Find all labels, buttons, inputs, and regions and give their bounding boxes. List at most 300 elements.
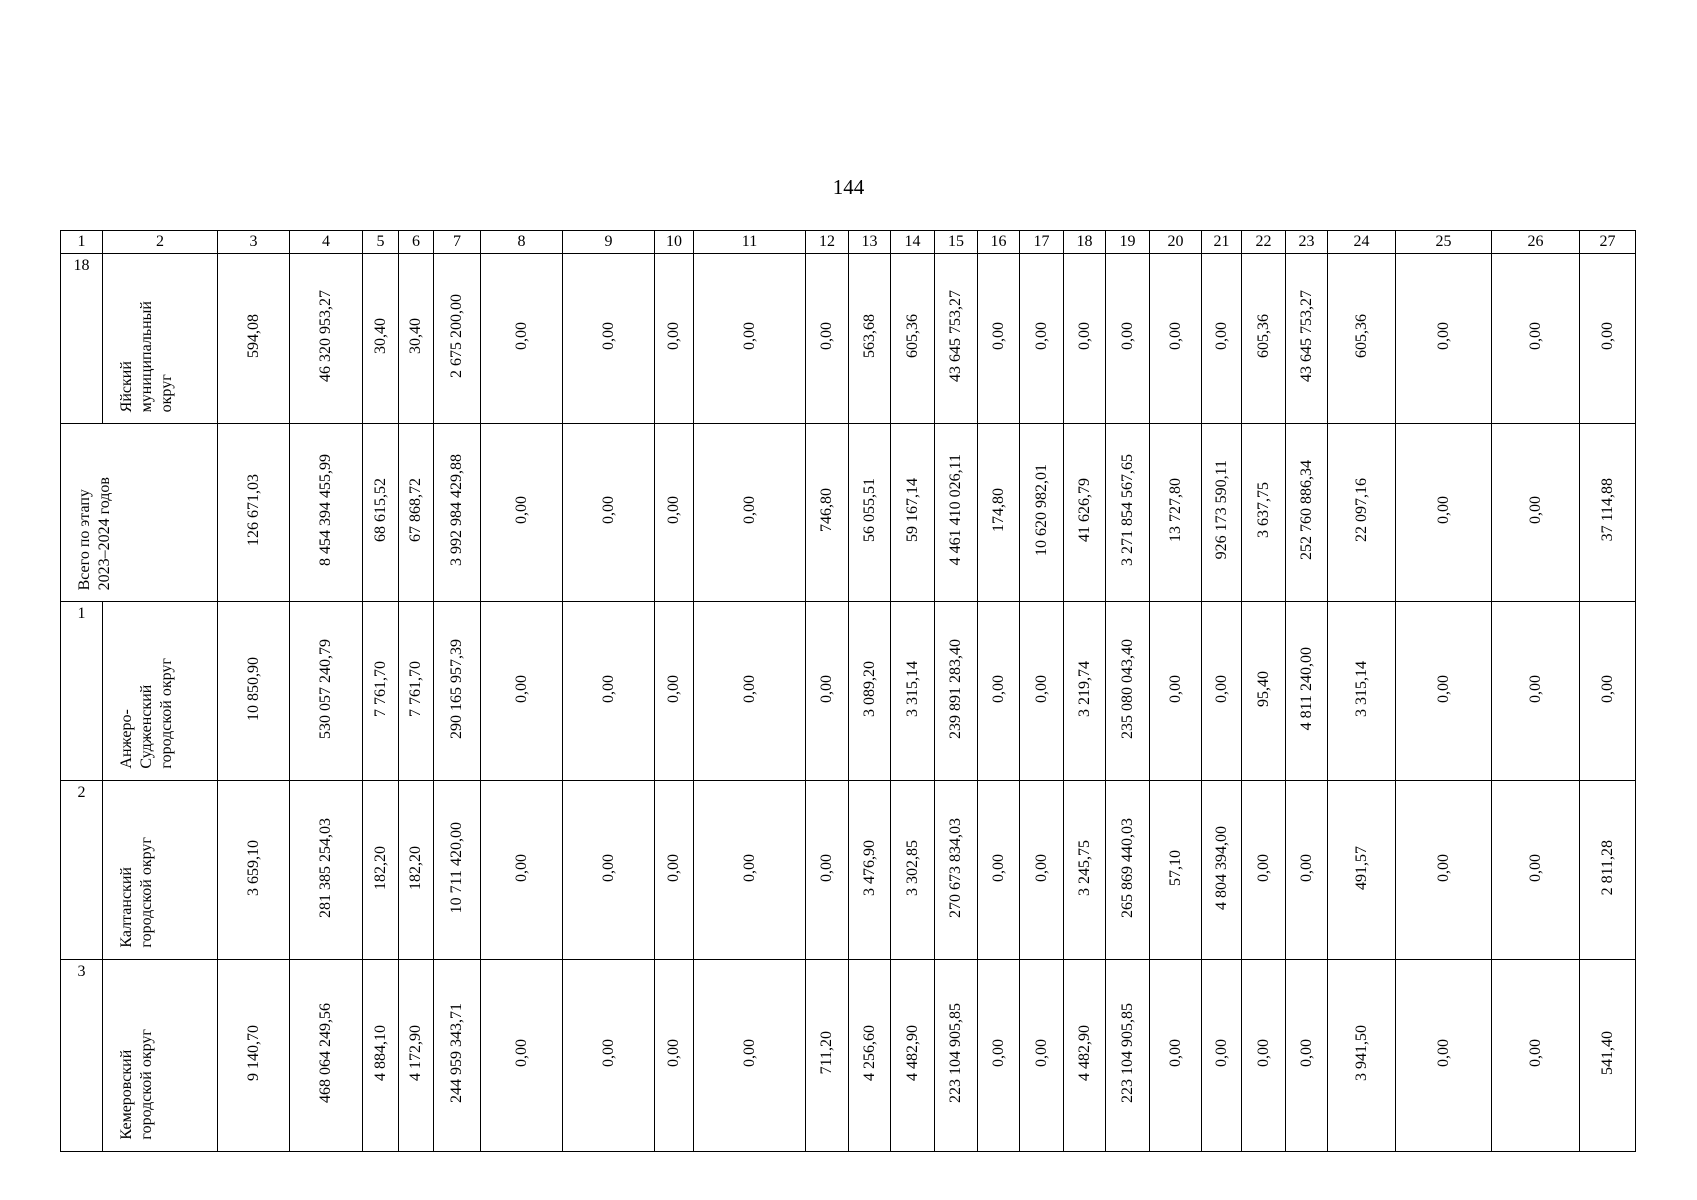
total-label-line: Всего по этапу: [76, 488, 93, 590]
cell-value: 0,00: [665, 853, 682, 882]
cell-value: 223 104 905,85: [1118, 1003, 1136, 1103]
value-cell-col-4: [290, 254, 363, 424]
value-cell-col-25: [1396, 254, 1492, 424]
value-cell-col-15: [935, 602, 978, 781]
cell-value: 0,00: [818, 674, 835, 703]
municipality-name-cell: [103, 960, 218, 1152]
cell-value: 541,40: [1598, 1031, 1616, 1075]
column-number-header: 24: [1328, 231, 1396, 254]
value-cell-col-18: [1064, 254, 1106, 424]
value-cell-col-7: [434, 781, 481, 960]
cell-value: 605,36: [1254, 314, 1272, 358]
column-number-header: 7: [434, 231, 481, 254]
value-cell-col-5: [363, 254, 399, 424]
value-cell-col-4: [290, 781, 363, 960]
value-cell-col-24: [1328, 602, 1396, 781]
value-cell-col-23: [1286, 960, 1328, 1152]
value-cell-col-8: [481, 781, 563, 960]
value-cell-col-12: [806, 602, 849, 781]
value-cell-col-3: [218, 781, 290, 960]
value-cell-col-24: [1328, 781, 1396, 960]
cell-value: 0,00: [1212, 1039, 1230, 1067]
table-row: [61, 602, 1636, 781]
cell-value: 59 167,14: [903, 478, 921, 542]
value-cell-col-16: [978, 781, 1020, 960]
value-cell-col-12: [806, 960, 849, 1152]
cell-value: 0,00: [1434, 1039, 1452, 1067]
cell-value: 0,00: [1032, 674, 1050, 703]
value-cell-col-20: [1150, 960, 1202, 1152]
cell-value: 746,80: [818, 488, 835, 532]
value-cell-col-18: [1064, 424, 1106, 602]
cell-value: 0,00: [1526, 674, 1544, 703]
cell-value: 0,00: [1434, 674, 1452, 703]
value-cell-col-18: [1064, 781, 1106, 960]
value-cell-col-6: [399, 960, 434, 1152]
total-label-cell: [61, 424, 218, 602]
value-cell-col-16: [978, 424, 1020, 602]
cell-value: 4 482,90: [903, 1025, 921, 1081]
cell-value: 3 315,14: [1352, 660, 1370, 717]
cell-value: 4 172,90: [407, 1025, 424, 1081]
value-cell-col-3: [218, 254, 290, 424]
cell-value: 67 868,72: [407, 478, 424, 542]
cell-value: 0,00: [1166, 674, 1184, 703]
cell-value: 0,00: [818, 322, 835, 350]
column-number-header: 18: [1064, 231, 1106, 254]
cell-value: 4 482,90: [1075, 1025, 1093, 1081]
value-cell-col-4: [290, 602, 363, 781]
municipality-name-line: городской округ: [138, 1029, 155, 1140]
cell-value: 0,00: [665, 322, 682, 350]
value-cell-col-27: [1580, 960, 1636, 1152]
cell-value: 290 165 957,39: [448, 638, 465, 739]
value-cell-col-27: [1580, 424, 1636, 602]
cell-value: 30,40: [407, 318, 424, 354]
value-cell-col-26: [1492, 602, 1580, 781]
value-cell-col-20: [1150, 254, 1202, 424]
cell-value: 0,00: [740, 496, 758, 524]
cell-value: 9 140,70: [244, 1025, 262, 1081]
value-cell-col-3: [218, 602, 290, 781]
value-cell-col-16: [978, 602, 1020, 781]
row-number: 3: [61, 960, 103, 1152]
value-cell-col-26: [1492, 781, 1580, 960]
cell-value: 56 055,51: [860, 478, 878, 542]
column-number-header: 15: [935, 231, 978, 254]
cell-value: 0,00: [1598, 322, 1616, 350]
value-cell-col-7: [434, 254, 481, 424]
value-cell-col-22: [1242, 781, 1286, 960]
cell-value: 3 637,75: [1254, 482, 1272, 538]
cell-value: 22 097,16: [1352, 478, 1370, 542]
value-cell-col-23: [1286, 254, 1328, 424]
value-cell-col-15: [935, 254, 978, 424]
cell-value: 265 869 440,03: [1118, 817, 1136, 918]
cell-value: 8 454 394 455,99: [317, 454, 334, 566]
cell-value: 0,00: [1032, 853, 1050, 882]
cell-value: 0,00: [1297, 853, 1315, 882]
value-cell-col-22: [1242, 960, 1286, 1152]
data-table: [60, 230, 1636, 1152]
municipality-name-cell: [103, 602, 218, 781]
value-cell-col-26: [1492, 424, 1580, 602]
value-cell-col-24: [1328, 960, 1396, 1152]
cell-value: 594,08: [244, 314, 262, 358]
cell-value: 0,00: [512, 322, 530, 350]
cell-value: 7 761,70: [407, 660, 424, 717]
value-cell-col-10: [655, 254, 694, 424]
cell-value: 530 057 240,79: [317, 638, 334, 739]
value-cell-col-20: [1150, 602, 1202, 781]
cell-value: 3 245,75: [1075, 839, 1093, 896]
cell-value: 2 675 200,00: [448, 294, 465, 378]
value-cell-col-22: [1242, 424, 1286, 602]
row-number: 1: [61, 602, 103, 781]
cell-value: 4 811 240,00: [1297, 646, 1315, 731]
value-cell-col-19: [1106, 960, 1150, 1152]
column-number-header: 11: [694, 231, 806, 254]
column-number-header: 26: [1492, 231, 1580, 254]
column-number-header: 23: [1286, 231, 1328, 254]
cell-value: 4 884,10: [371, 1025, 389, 1081]
value-cell-col-9: [563, 602, 655, 781]
cell-value: 244 959 343,71: [448, 1003, 465, 1103]
cell-value: 0,00: [818, 853, 835, 882]
cell-value: 0,00: [512, 1039, 530, 1067]
cell-value: 7 761,70: [371, 660, 389, 717]
value-cell-col-14: [891, 254, 935, 424]
value-cell-col-7: [434, 602, 481, 781]
municipality-name-line: городской округ: [138, 837, 155, 948]
value-cell-col-11: [694, 960, 806, 1152]
municipality-name-line: Калтанский: [118, 867, 135, 948]
cell-value: 0,00: [740, 674, 758, 703]
cell-value: 0,00: [1434, 853, 1452, 882]
column-number-header: 1: [61, 231, 103, 254]
value-cell-col-10: [655, 960, 694, 1152]
cell-value: 4 461 410 026,11: [947, 454, 964, 566]
value-cell-col-26: [1492, 254, 1580, 424]
cell-value: 2 811,28: [1598, 839, 1616, 896]
value-cell-col-19: [1106, 424, 1150, 602]
value-cell-col-12: [806, 781, 849, 960]
value-cell-col-21: [1202, 424, 1242, 602]
header-row: [61, 231, 1636, 254]
value-cell-col-3: [218, 424, 290, 602]
cell-value: 0,00: [599, 322, 617, 350]
cell-value: 10 850,90: [244, 656, 262, 721]
table-body: [61, 231, 1636, 1152]
cell-value: 223 104 905,85: [947, 1003, 964, 1103]
column-number-header: 22: [1242, 231, 1286, 254]
total-label-line: 2023–2024 годов: [96, 476, 113, 590]
value-cell-col-9: [563, 960, 655, 1152]
cell-value: 491,57: [1352, 845, 1370, 890]
municipality-name-line: муниципальный: [138, 300, 155, 412]
value-cell-col-21: [1202, 960, 1242, 1152]
value-cell-col-13: [849, 781, 891, 960]
value-cell-col-14: [891, 960, 935, 1152]
municipality-name-line: Анжеро-: [118, 709, 135, 769]
value-cell-col-14: [891, 424, 935, 602]
municipality-name: [117, 1029, 157, 1140]
cell-value: 0,00: [1118, 322, 1136, 350]
column-number-header: 3: [218, 231, 290, 254]
cell-value: 3 992 984 429,88: [448, 454, 465, 566]
value-cell-col-11: [694, 781, 806, 960]
value-cell-col-5: [363, 602, 399, 781]
cell-value: 0,00: [512, 496, 530, 524]
cell-value: 0,00: [740, 322, 758, 350]
cell-value: 13 727,80: [1166, 478, 1184, 542]
cell-value: 0,00: [1526, 1039, 1544, 1067]
column-number-header: 4: [290, 231, 363, 254]
column-number-header: 9: [563, 231, 655, 254]
cell-value: 37 114,88: [1598, 478, 1616, 542]
column-number-header: 27: [1580, 231, 1636, 254]
cell-value: 0,00: [512, 674, 530, 703]
value-cell-col-25: [1396, 602, 1492, 781]
cell-value: 0,00: [1254, 853, 1272, 882]
value-cell-col-6: [399, 424, 434, 602]
value-cell-col-7: [434, 424, 481, 602]
value-cell-col-21: [1202, 602, 1242, 781]
cell-value: 0,00: [1434, 496, 1452, 524]
value-cell-col-19: [1106, 602, 1150, 781]
cell-value: 0,00: [665, 496, 682, 524]
value-cell-col-27: [1580, 781, 1636, 960]
value-cell-col-15: [935, 960, 978, 1152]
cell-value: 0,00: [740, 853, 758, 882]
value-cell-col-8: [481, 602, 563, 781]
value-cell-col-9: [563, 781, 655, 960]
cell-value: 0,00: [1166, 1039, 1184, 1067]
column-number-header: 12: [806, 231, 849, 254]
cell-value: 43 645 753,27: [1297, 290, 1315, 382]
cell-value: 0,00: [1075, 322, 1093, 350]
value-cell-col-22: [1242, 602, 1286, 781]
cell-value: 252 760 886,34: [1297, 460, 1315, 560]
value-cell-col-22: [1242, 254, 1286, 424]
cell-value: 10 620 982,01: [1032, 464, 1050, 556]
cell-value: 30,40: [371, 318, 389, 354]
value-cell-col-13: [849, 254, 891, 424]
value-cell-col-19: [1106, 254, 1150, 424]
cell-value: 0,00: [1526, 496, 1544, 524]
table-row: [61, 960, 1636, 1152]
column-number-header: 21: [1202, 231, 1242, 254]
value-cell-col-10: [655, 781, 694, 960]
value-cell-col-9: [563, 254, 655, 424]
value-cell-col-11: [694, 424, 806, 602]
value-cell-col-8: [481, 424, 563, 602]
cell-value: 270 673 834,03: [947, 817, 964, 918]
cell-value: 0,00: [599, 1039, 617, 1067]
cell-value: 68 615,52: [371, 478, 389, 542]
municipality-name: [117, 301, 177, 412]
cell-value: 605,36: [1352, 314, 1370, 358]
cell-value: 3 476,90: [860, 839, 878, 896]
cell-value: 0,00: [599, 496, 617, 524]
row-number: 18: [61, 254, 103, 424]
cell-value: 0,00: [665, 1039, 682, 1067]
value-cell-col-6: [399, 781, 434, 960]
cell-value: 0,00: [1598, 674, 1616, 703]
municipality-name-cell: [103, 254, 218, 424]
value-cell-col-15: [935, 781, 978, 960]
row-number: 2: [61, 781, 103, 960]
cell-value: 563,68: [860, 314, 878, 358]
value-cell-col-27: [1580, 254, 1636, 424]
value-cell-col-13: [849, 960, 891, 1152]
value-cell-col-5: [363, 781, 399, 960]
cell-value: 126 671,03: [244, 474, 262, 546]
value-cell-col-26: [1492, 960, 1580, 1152]
value-cell-col-23: [1286, 781, 1328, 960]
municipality-name: [117, 658, 177, 769]
cell-value: 0,00: [1032, 322, 1050, 350]
value-cell-col-16: [978, 960, 1020, 1152]
cell-value: 0,00: [989, 322, 1007, 350]
cell-value: 4 256,60: [860, 1025, 878, 1081]
cell-value: 95,40: [1254, 670, 1272, 707]
cell-value: 0,00: [599, 674, 617, 703]
cell-value: 10 711 420,00: [448, 821, 465, 914]
value-cell-col-15: [935, 424, 978, 602]
value-cell-col-6: [399, 254, 434, 424]
value-cell-col-25: [1396, 960, 1492, 1152]
cell-value: 0,00: [1032, 1039, 1050, 1067]
cell-value: 0,00: [665, 674, 682, 703]
table-row: [61, 781, 1636, 960]
value-cell-col-6: [399, 602, 434, 781]
cell-value: 3 302,85: [903, 839, 921, 896]
cell-value: 0,00: [1526, 322, 1544, 350]
municipality-name: [117, 837, 157, 948]
value-cell-col-19: [1106, 781, 1150, 960]
cell-value: 281 385 254,03: [317, 817, 334, 918]
cell-value: 41 626,79: [1075, 478, 1093, 542]
cell-value: 3 315,14: [903, 660, 921, 717]
municipality-name-line: Яйский: [118, 360, 135, 412]
cell-value: 3 271 854 567,65: [1118, 454, 1136, 566]
value-cell-col-18: [1064, 602, 1106, 781]
total-label: [75, 477, 115, 590]
table-row: [61, 254, 1636, 424]
column-number-header: 17: [1020, 231, 1064, 254]
value-cell-col-21: [1202, 254, 1242, 424]
municipality-name-line: городской округ: [158, 658, 175, 769]
cell-value: 239 891 283,40: [947, 638, 964, 739]
cell-value: 174,80: [989, 488, 1007, 532]
cell-value: 605,36: [903, 314, 921, 358]
cell-value: 0,00: [1434, 322, 1452, 350]
value-cell-col-21: [1202, 781, 1242, 960]
cell-value: 0,00: [512, 853, 530, 882]
cell-value: 4 804 394,00: [1212, 825, 1230, 910]
value-cell-col-13: [849, 424, 891, 602]
value-cell-col-17: [1020, 602, 1064, 781]
column-number-header: 19: [1106, 231, 1150, 254]
cell-value: 182,20: [407, 845, 424, 890]
value-cell-col-5: [363, 424, 399, 602]
cell-value: 3 219,74: [1075, 660, 1093, 717]
value-cell-col-25: [1396, 424, 1492, 602]
value-cell-col-14: [891, 781, 935, 960]
value-cell-col-10: [655, 602, 694, 781]
cell-value: 0,00: [989, 674, 1007, 703]
column-number-header: 20: [1150, 231, 1202, 254]
column-number-header: 6: [399, 231, 434, 254]
cell-value: 46 320 953,27: [317, 290, 334, 382]
value-cell-col-12: [806, 424, 849, 602]
value-cell-col-17: [1020, 424, 1064, 602]
municipality-name-line: Судженский: [138, 685, 155, 769]
value-cell-col-17: [1020, 254, 1064, 424]
value-cell-col-14: [891, 602, 935, 781]
cell-value: 0,00: [1297, 1039, 1315, 1067]
value-cell-col-25: [1396, 781, 1492, 960]
value-cell-col-16: [978, 254, 1020, 424]
cell-value: 0,00: [1254, 1039, 1272, 1067]
column-number-header: 2: [103, 231, 218, 254]
cell-value: 711,20: [818, 1031, 835, 1075]
cell-value: 182,20: [371, 845, 389, 890]
cell-value: 0,00: [1212, 322, 1230, 350]
cell-value: 0,00: [1166, 322, 1184, 350]
cell-value: 0,00: [740, 1039, 758, 1067]
column-number-header: 14: [891, 231, 935, 254]
value-cell-col-8: [481, 960, 563, 1152]
cell-value: 0,00: [1212, 674, 1230, 703]
cell-value: 0,00: [989, 1039, 1007, 1067]
cell-value: 468 064 249,56: [317, 1003, 334, 1103]
municipality-name-line: округ: [158, 373, 175, 412]
cell-value: 57,10: [1166, 849, 1184, 886]
value-cell-col-5: [363, 960, 399, 1152]
value-cell-col-4: [290, 424, 363, 602]
cell-value: 235 080 043,40: [1118, 638, 1136, 739]
column-number-header: 13: [849, 231, 891, 254]
column-number-header: 10: [655, 231, 694, 254]
value-cell-col-23: [1286, 424, 1328, 602]
cell-value: 3 659,10: [244, 839, 262, 896]
cell-value: 3 941,50: [1352, 1025, 1370, 1081]
column-number-header: 16: [978, 231, 1020, 254]
cell-value: 926 173 590,11: [1212, 460, 1230, 560]
value-cell-col-13: [849, 602, 891, 781]
value-cell-col-24: [1328, 254, 1396, 424]
municipality-name-line: Кемеровский: [118, 1050, 135, 1140]
value-cell-col-10: [655, 424, 694, 602]
value-cell-col-24: [1328, 424, 1396, 602]
value-cell-col-3: [218, 960, 290, 1152]
value-cell-col-12: [806, 254, 849, 424]
cell-value: 0,00: [1526, 853, 1544, 882]
value-cell-col-17: [1020, 960, 1064, 1152]
column-number-header: 8: [481, 231, 563, 254]
value-cell-col-20: [1150, 424, 1202, 602]
value-cell-col-17: [1020, 781, 1064, 960]
value-cell-col-18: [1064, 960, 1106, 1152]
municipality-name-cell: [103, 781, 218, 960]
value-cell-col-8: [481, 254, 563, 424]
cell-value: 3 089,20: [860, 660, 878, 717]
cell-value: 0,00: [989, 853, 1007, 882]
column-number-header: 25: [1396, 231, 1492, 254]
value-cell-col-11: [694, 254, 806, 424]
